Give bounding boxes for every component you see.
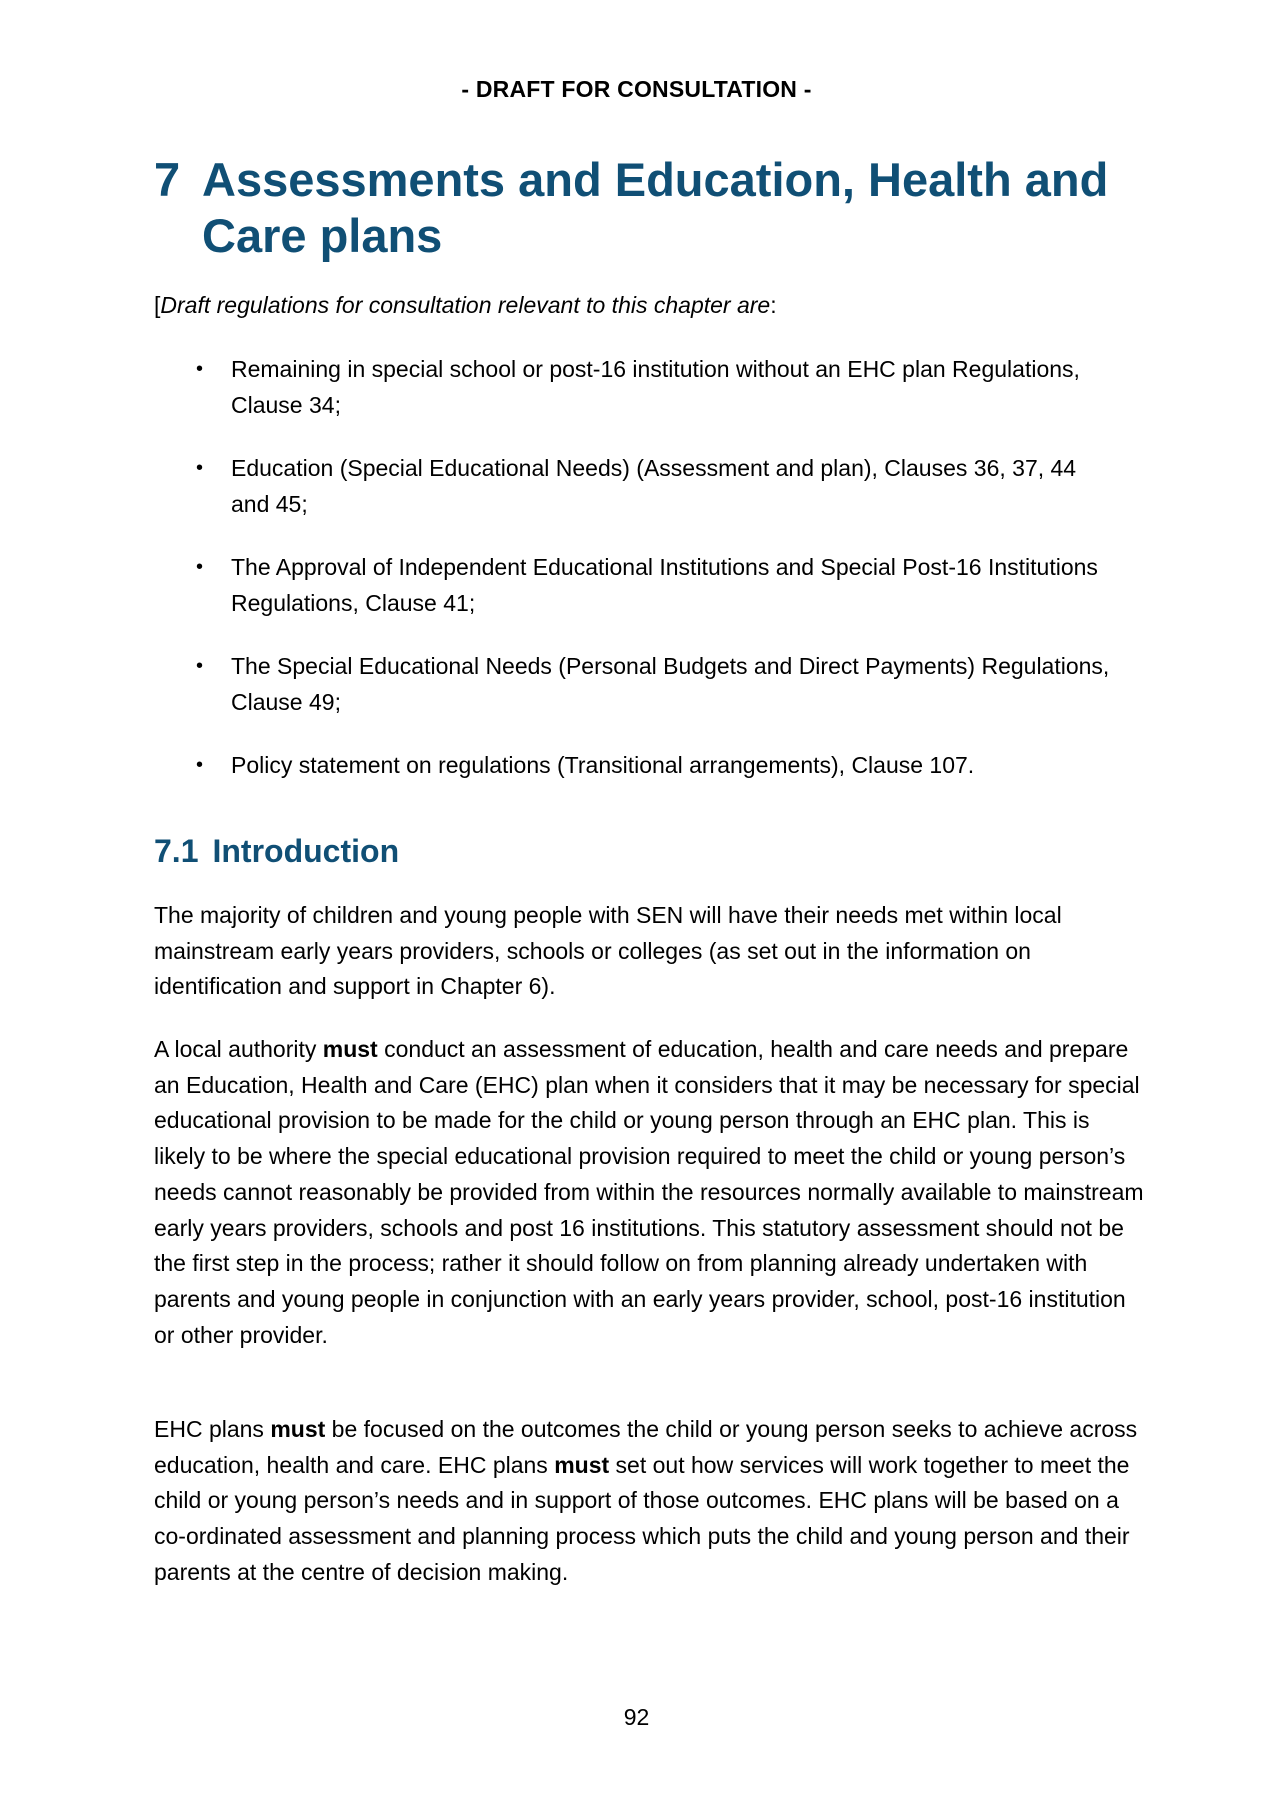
bullet-icon: • xyxy=(196,655,204,677)
bullet-icon: • xyxy=(196,358,204,380)
chapter-number: 7 xyxy=(154,153,181,206)
list-item-text: Policy statement on regulations (Transitional arrangements), Clause 107. xyxy=(231,752,975,778)
paragraph-text: set out how services will work together to meet the child or young person’s needs and in support of those outcomes. EHC plans will be based on a co-ordinated assessment and planning process which puts the child and young person and their parents at the centre of decision making. xyxy=(154,1451,1130,1585)
list-item-text: Education (Special Educational Needs) (Assessment and plan), Clauses 36, 37, 44 and 45; xyxy=(231,455,1077,517)
section-title-text: Introduction xyxy=(212,833,400,869)
paragraph-text: EHC plans xyxy=(154,1416,271,1442)
draft-header: - DRAFT FOR CONSULTATION - xyxy=(461,76,812,102)
paragraph-ehc-plans xyxy=(154,1412,1144,1591)
bullet-icon: • xyxy=(196,754,204,776)
note-colon: : xyxy=(770,292,777,318)
chapter-title xyxy=(154,152,1154,264)
paragraph-intro: The majority of children and young people with SEN will have their needs met within local mainstream early years providers, schools or colleges (as set out in the information on identification and support in Chapter 6). xyxy=(154,902,1062,1000)
page-number: 92 xyxy=(623,1704,650,1730)
list-item-text: The Approval of Independent Educational Institutions and Special Post-16 Institutions Regulations, Clause 41; xyxy=(231,554,1098,616)
list-item xyxy=(154,450,1114,522)
note-italic-text: Draft regulations for consultation relevant to this chapter are xyxy=(160,292,771,318)
emphasis-must: must xyxy=(270,1416,326,1442)
paragraph-assessment xyxy=(154,1032,1144,1353)
emphasis-must: must xyxy=(322,1036,378,1062)
section-number: 7.1 xyxy=(154,833,199,869)
list-item xyxy=(154,747,1114,783)
chapter-title-text: Assessments and Education, Health and Care plans xyxy=(202,153,1109,262)
list-item xyxy=(154,549,1114,621)
bullet-icon: • xyxy=(196,457,204,479)
section-heading xyxy=(154,833,399,870)
emphasis-must: must xyxy=(554,1451,610,1478)
list-item-text: The Special Educational Needs (Personal Budgets and Direct Payments) Regulations, Clause 49; xyxy=(231,653,1110,715)
list-item-text: Remaining in special school or post-16 institution without an EHC plan Regulations, Clause 34; xyxy=(231,356,1080,418)
draft-regulations-note xyxy=(154,290,777,320)
paragraph-text: A local authority xyxy=(154,1036,323,1062)
regulations-list xyxy=(154,351,1114,810)
paragraph-text: be focused on the outcomes the child or young person seeks to achieve across education, health and care. EHC plans xyxy=(154,1416,1138,1478)
list-item xyxy=(154,351,1114,423)
paragraph-text: conduct an assessment of education, health and care needs and prepare an Education, Health and Care (EHC) plan when it considers that it may be necessary for special educational provision to be made for the child or young person through an EHC plan. This is likely to be where the special educational provision required to meet the child or young person’s needs cannot reasonably be provided from within the resources normally available to mainstream early years providers, schools and post 16 institutions. This statutory assessment should not be the first step in the process; rather it should follow on from planning already undertaken with parents and young people in conjunction with an early years provider, school, post-16 institution or other provider. xyxy=(154,1036,1144,1348)
open-bracket: [ xyxy=(154,292,161,318)
list-item xyxy=(154,648,1114,720)
bullet-icon: • xyxy=(196,556,204,578)
